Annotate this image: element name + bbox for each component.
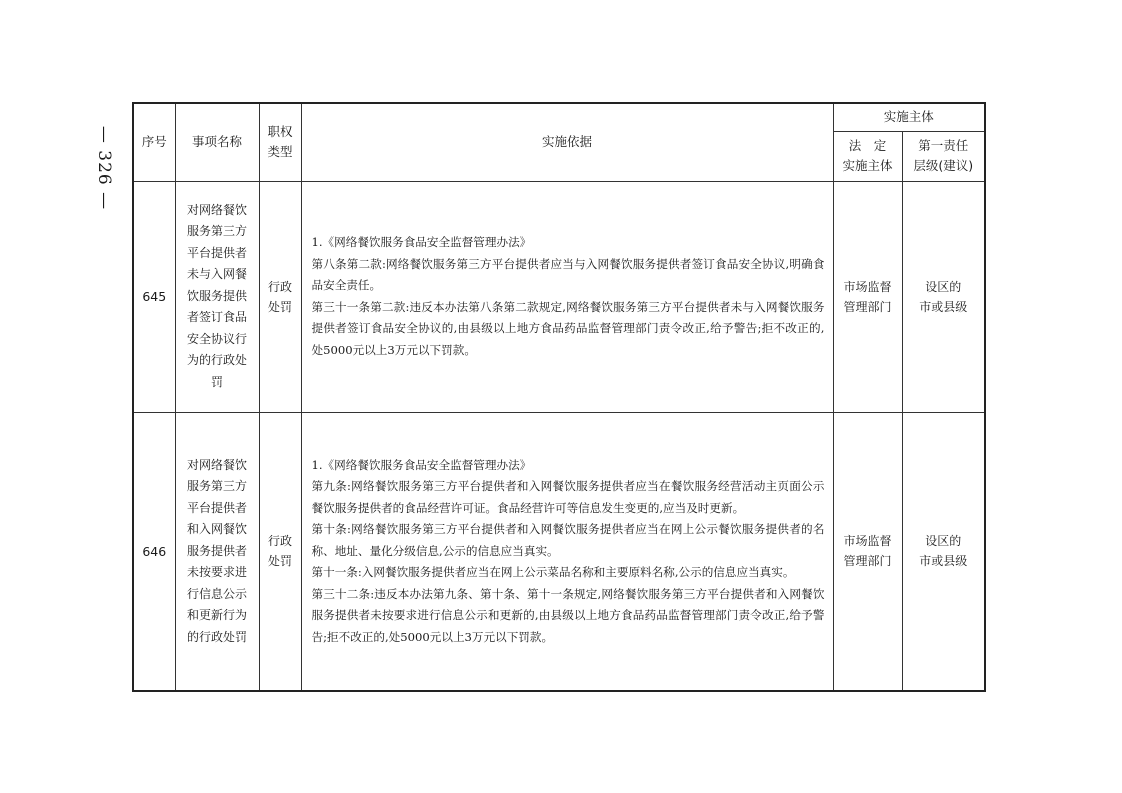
row-tier-line1: 设区的 [925, 279, 962, 294]
basis-paragraph: 第十条:网络餐饮服务第三方平台提供者和入网餐饮服务提供者应当在网上公示餐饮服务提供者的名称、地址、量化分级信息,公示的信息应当真实。 [311, 522, 825, 558]
row-name-line: 罚 [210, 374, 223, 389]
header-tier-line1: 第一责任 [918, 138, 969, 153]
row-seq: 646 [133, 412, 175, 691]
table-row [133, 412, 985, 691]
row-legal-line2: 管理部门 [843, 299, 892, 314]
basis-paragraph: 第三十一条第二款:违反本办法第八条第二款规定,网络餐饮服务第三方平台提供者未与入网餐饮服务提供者签订食品安全协议的,由县级以上地方食品药品监督管理部门责令改正,给予警告;拒不改正的,处5000元以上3万元以下罚款。 [311, 299, 825, 357]
header-type-line2: 类型 [267, 144, 293, 160]
table-row [133, 181, 985, 412]
header-type [259, 103, 301, 181]
page-number [86, 120, 122, 216]
basis-paragraph: 第十一条:入网餐饮服务提供者应当在网上公示菜品名称和主要原料名称,公示的信息应当真实。 [311, 565, 795, 579]
row-legal-line1: 市场监督 [843, 279, 892, 294]
row-name-line: 对网络餐饮 [186, 202, 247, 217]
row-legal-subject [833, 181, 902, 412]
basis-paragraph: 1.《网络餐饮服务食品安全监督管理办法》 [311, 457, 532, 472]
row-name-line: 平台提供者 [186, 500, 247, 515]
row-name-line: 平台提供者 [186, 245, 247, 260]
basis-paragraph: 第三十二条:违反本办法第九条、第十条、第十一条规定,网络餐饮服务第三方平台提供者和入网餐饮服务提供者未按要求进行信息公示和更新的,由县级以上地方食品药品监督管理部门责令改正,给予警告;拒不改正的,处5000元以上3万元以下罚款。 [311, 586, 825, 644]
row-name-line: 服务第三方 [186, 479, 247, 493]
row-tier-line2: 市或县级 [919, 554, 968, 569]
row-name-line: 安全协议行 [186, 331, 247, 346]
header-subject-group: 实施主体 [833, 103, 985, 131]
row-tier [902, 412, 985, 691]
row-legal-line2: 管理部门 [843, 554, 892, 569]
header-tier-line2: 层级(建议) [913, 158, 974, 173]
basis-paragraph: 第八条第二款:网络餐饮服务第三方平台提供者应当与入网餐饮服务提供者签订食品安全协议,明确食品安全责任。 [311, 256, 825, 292]
row-type [259, 412, 301, 691]
row-tier-line2: 市或县级 [919, 299, 968, 314]
page-number-text: — 326 — [94, 125, 115, 211]
row-name-line: 服务提供者 [186, 543, 247, 558]
header-legal-line1: 法 定 [848, 138, 887, 153]
row-name-line: 未按要求进 [186, 565, 247, 579]
header-row-top [133, 103, 985, 131]
row-type-line2: 处罚 [267, 299, 292, 314]
header-tier [902, 131, 985, 181]
row-name-line: 者签订食品 [186, 310, 247, 325]
row-type [259, 181, 301, 412]
basis-paragraph: 1.《网络餐饮服务食品安全监督管理办法》 [311, 235, 532, 249]
row-legal-subject [833, 412, 902, 691]
row-name-line: 未与入网餐 [186, 267, 247, 282]
header-legal-line2: 实施主体 [842, 158, 893, 173]
row-name [175, 181, 259, 412]
header-type-line1: 职权 [267, 124, 293, 140]
row-name-line: 对网络餐饮 [186, 457, 247, 472]
row-name [175, 412, 259, 691]
header-basis: 实施依据 [301, 103, 833, 181]
regulation-table [132, 102, 986, 692]
row-type-line1: 行政 [267, 534, 292, 549]
header-name: 事项名称 [175, 103, 259, 181]
row-name-line: 饮服务提供 [186, 288, 247, 303]
basis-paragraph: 第九条:网络餐饮服务第三方平台提供者和入网餐饮服务提供者应当在餐饮服务经营活动主页面公示餐饮服务提供者的食品经营许可证。食品经营许可等信息发生变更的,应当及时更新。 [311, 479, 825, 515]
row-seq: 645 [133, 181, 175, 412]
row-name-line: 和入网餐饮 [186, 522, 247, 536]
row-basis [301, 181, 833, 412]
row-basis [301, 412, 833, 691]
header-legal-subject [833, 131, 902, 181]
header-seq: 序号 [133, 103, 175, 181]
row-tier-line1: 设区的 [925, 534, 962, 549]
row-type-line2: 处罚 [267, 554, 292, 569]
row-name-line: 为的行政处 [186, 353, 247, 368]
row-name-line: 行信息公示 [186, 586, 247, 601]
row-name-line: 服务第三方 [186, 224, 247, 239]
row-legal-line1: 市场监督 [843, 534, 892, 549]
row-type-line1: 行政 [267, 279, 292, 294]
row-name-line: 的行政处罚 [186, 629, 247, 644]
row-tier [902, 181, 985, 412]
row-name-line: 和更新行为 [186, 608, 247, 622]
